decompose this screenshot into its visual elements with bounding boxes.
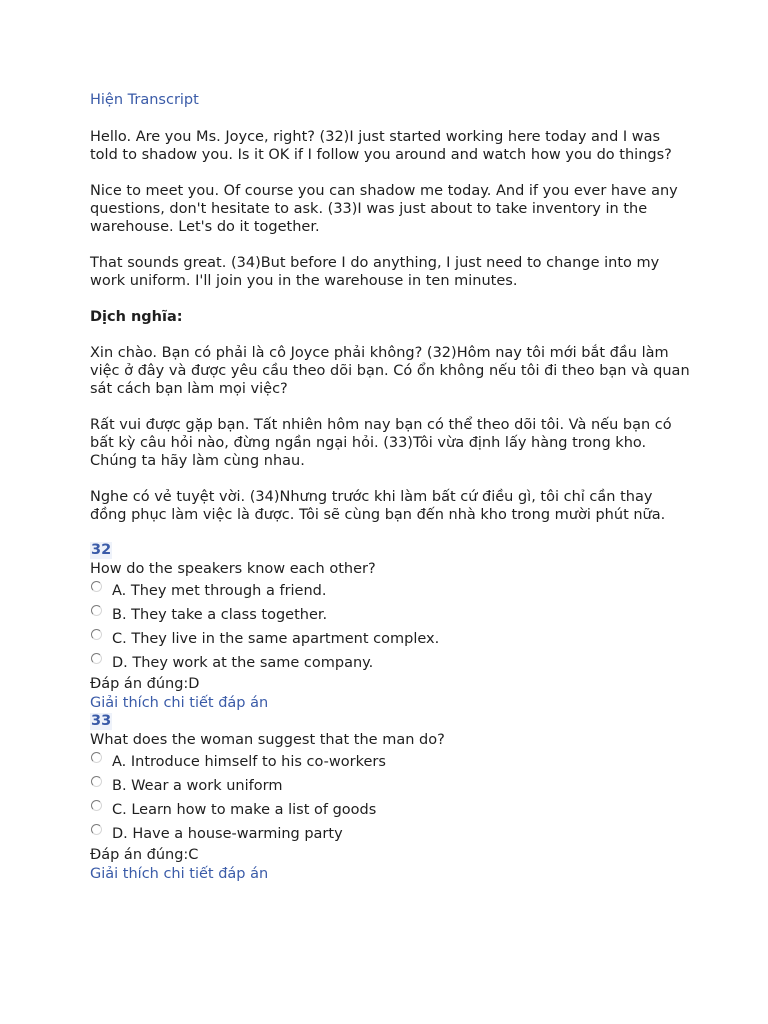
show-transcript-link[interactable]: Hiện Transcript	[90, 92, 199, 108]
question-number: 32	[91, 542, 112, 558]
option-label: A. They met through a friend.	[112, 583, 327, 599]
option-d[interactable]	[90, 651, 690, 675]
radio-button[interactable]	[91, 824, 102, 835]
option-label: D. They work at the same company.	[112, 655, 374, 671]
option-d[interactable]	[90, 822, 690, 846]
option-label: D. Have a house-warming party	[112, 826, 343, 842]
option-c[interactable]	[90, 798, 690, 822]
question-text: How do the speakers know each other?	[90, 561, 376, 577]
translation-heading: Dịch nghĩa:	[90, 309, 183, 325]
radio-button[interactable]	[91, 653, 102, 664]
explanation-link[interactable]: Giải thích chi tiết đáp án	[90, 866, 269, 882]
radio-button[interactable]	[91, 581, 102, 592]
option-a[interactable]	[90, 750, 690, 774]
content	[90, 90, 690, 884]
translation-paragraph-1: Xin chào. Bạn có phải là cô Joyce phải không? (32)Hôm nay tôi mới bắt đầu làm việc ở đây và được yêu cầu theo dõi bạn. Có ổn không nếu tôi đi theo bạn và quan sát cách bạn làm mọi việc?	[90, 345, 690, 397]
option-label: B. They take a class together.	[112, 607, 328, 623]
correct-answer: Đáp án đúng:D	[90, 676, 200, 692]
option-c[interactable]	[90, 627, 690, 651]
translation-paragraph-3: Nghe có vẻ tuyệt vời. (34)Nhưng trước khi làm bất cứ điều gì, tôi chỉ cần thay đồng phục làm việc là được. Tôi sẽ cùng bạn đến nhà kho trong mười phút nữa.	[90, 489, 666, 523]
option-label: B. Wear a work uniform	[112, 778, 283, 794]
question-block-32	[90, 542, 690, 713]
explanation-link[interactable]: Giải thích chi tiết đáp án	[90, 695, 269, 711]
correct-answer: Đáp án đúng:C	[90, 847, 199, 863]
option-b[interactable]	[90, 603, 690, 627]
radio-button[interactable]	[91, 752, 102, 763]
option-label: A. Introduce himself to his co-workers	[112, 754, 386, 770]
transcript-paragraph-3: That sounds great. (34)But before I do anything, I just need to change into my work uniform. I'll join you in the warehouse in ten minutes.	[90, 255, 660, 289]
option-b[interactable]	[90, 774, 690, 798]
transcript-paragraph-2: Nice to meet you. Of course you can shadow me today. And if you ever have any questions, don't hesitate to ask. (33)I was just about to take inventory in the warehouse. Let's do it together.	[90, 183, 678, 235]
radio-button[interactable]	[91, 629, 102, 640]
question-number: 33	[91, 713, 112, 729]
transcript	[90, 128, 690, 290]
transcript-paragraph-1: Hello. Are you Ms. Joyce, right? (32)I just started working here today and I was told to shadow you. Is it OK if I follow you around and watch how you do things?	[90, 129, 672, 163]
option-a[interactable]	[90, 579, 690, 603]
translation	[90, 344, 690, 524]
translation-paragraph-2: Rất vui được gặp bạn. Tất nhiên hôm nay bạn có thể theo dõi tôi. Và nếu bạn có bất kỳ câu hỏi nào, đừng ngần ngại hỏi. (33)Tôi vừa định lấy hàng trong kho. Chúng ta hãy làm cùng nhau.	[90, 417, 672, 469]
radio-button[interactable]	[91, 605, 102, 616]
radio-button[interactable]	[91, 776, 102, 787]
option-label: C. Learn how to make a list of goods	[112, 802, 377, 818]
option-label: C. They live in the same apartment complex.	[112, 631, 440, 647]
question-block-33	[90, 713, 690, 884]
question-text: What does the woman suggest that the man do?	[90, 732, 445, 748]
radio-button[interactable]	[91, 800, 102, 811]
